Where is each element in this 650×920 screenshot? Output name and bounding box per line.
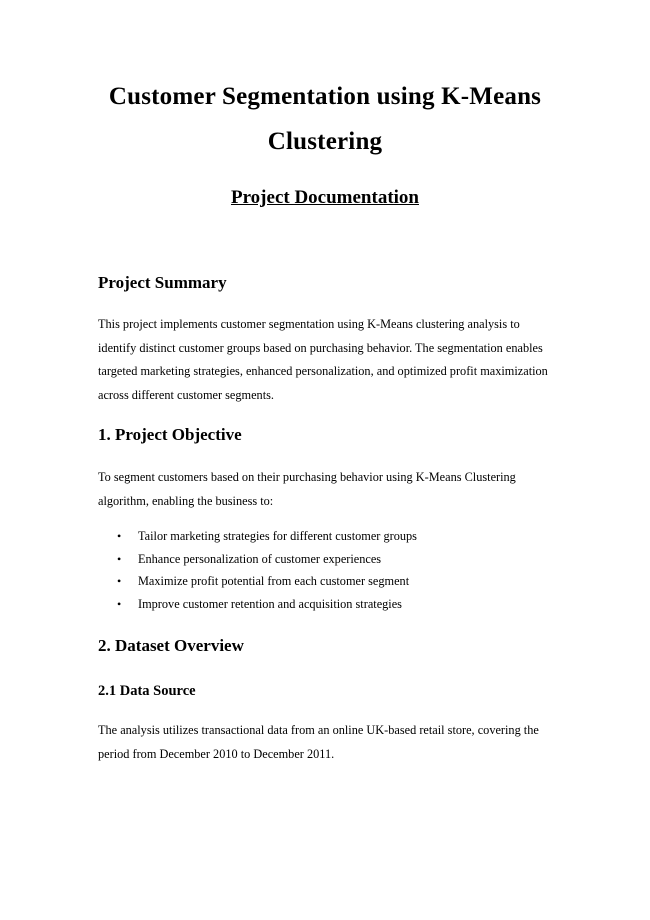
bullet-text: Tailor marketing strategies for different customer groups: [138, 529, 417, 543]
document-title-line-2: Clustering: [267, 128, 383, 155]
document-subtitle: Project Documentation: [230, 187, 419, 208]
project-objective-intro: To segment customers based on their purchasing behavior using K-Means Clustering algorithm, enabling the business to:: [98, 470, 516, 508]
objective-bullet-list: [98, 525, 558, 615]
bullet-icon: •: [117, 529, 122, 543]
document-title-line-1: Customer Segmentation using K-Means: [108, 83, 542, 110]
bullet-text: Enhance personalization of customer experiences: [138, 551, 382, 566]
list-item: [98, 525, 558, 548]
data-source-heading: 2.1 Data Source: [98, 683, 196, 699]
list-item: [98, 593, 558, 616]
bullet-icon: •: [117, 574, 122, 589]
bullet-text: Improve customer retention and acquisition strategies: [138, 596, 402, 611]
list-item: [98, 570, 558, 593]
bullet-icon: •: [117, 596, 122, 611]
bullet-text: Maximize profit potential from each customer segment: [138, 574, 410, 589]
list-item: [98, 548, 558, 571]
data-source-text: The analysis utilizes transactional data from an online UK-based retail store, covering the period from December 2010 to December 2011.: [98, 723, 539, 761]
project-summary-heading: Project Summary: [98, 273, 227, 292]
dataset-overview-heading: 2. Dataset Overview: [98, 636, 244, 655]
bullet-icon: •: [117, 551, 122, 566]
project-summary-text: This project implements customer segmentation using K-Means clustering analysis to identify distinct customer groups based on purchasing behavior. The segmentation enables targeted marketing strategies, enhanced personalization, and optimized profit maximization across different customer segments.: [98, 317, 548, 402]
project-objective-heading: 1. Project Objective: [98, 425, 242, 444]
